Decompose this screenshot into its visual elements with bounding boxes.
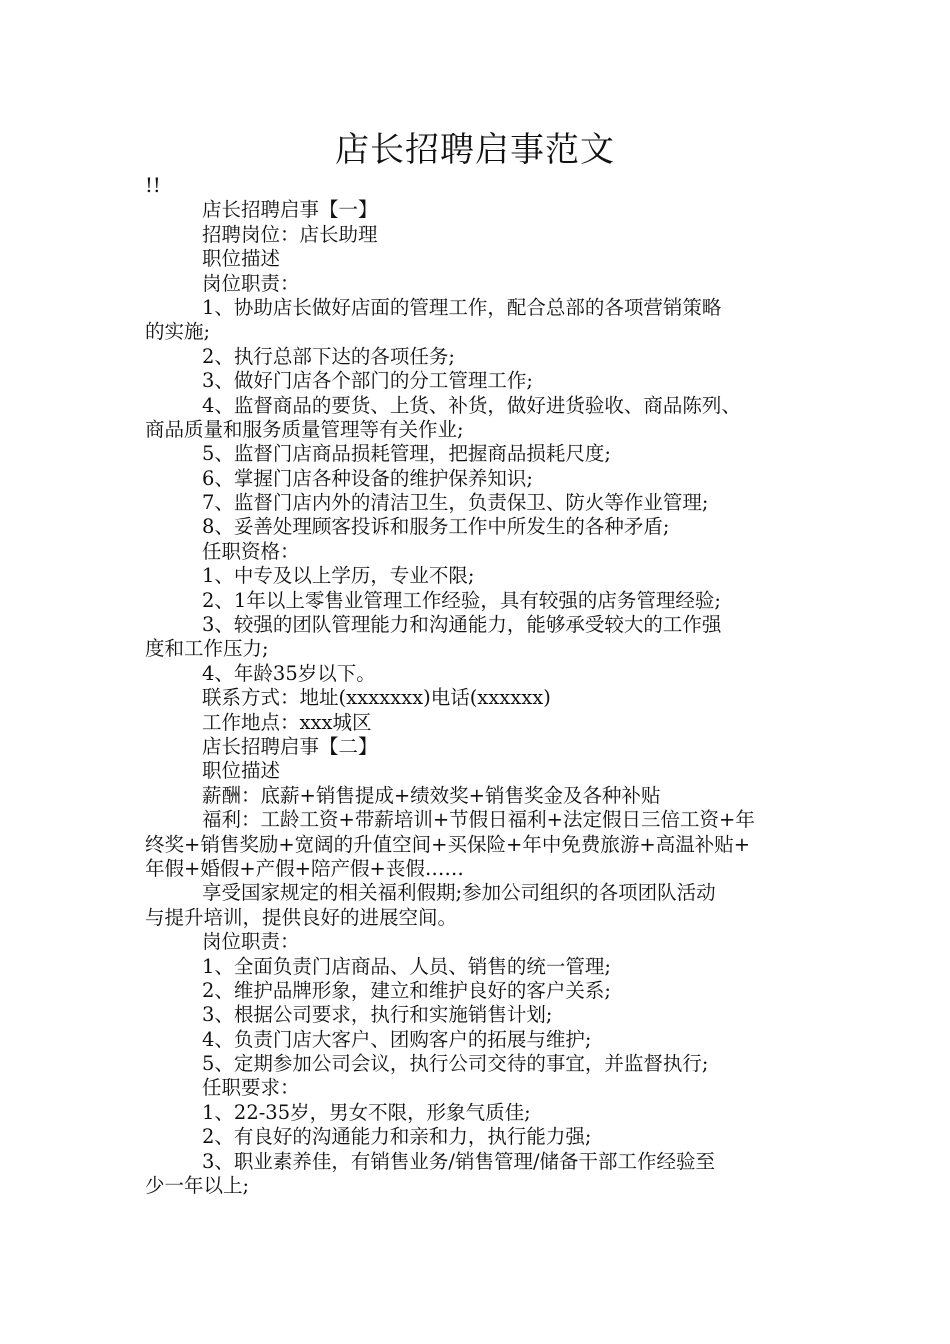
body-line: 2、维护品牌形象，建立和维护良好的客户关系;	[202, 978, 611, 1002]
body-line: 2、有良好的沟通能力和亲和力，执行能力强;	[202, 1125, 592, 1149]
body-line: 度和工作压力;	[145, 637, 269, 661]
body-line: 职位描述	[202, 247, 281, 271]
body-line: 商品质量和服务质量管理等有关作业;	[145, 417, 464, 441]
document-body	[145, 174, 825, 1198]
body-line: 店长招聘启事【二】	[202, 734, 378, 758]
body-line: 的实施;	[145, 320, 211, 344]
body-line: 8、妥善处理顾客投诉和服务工作中所发生的各种矛盾;	[202, 515, 670, 539]
body-line: 岗位职责：	[202, 930, 300, 954]
body-line: 3、做好门店各个部门的分工管理工作;	[202, 369, 533, 393]
body-line: 联系方式：地址(xxxxxxx)电话(xxxxxx)	[202, 686, 551, 710]
body-line: 任职要求：	[202, 1076, 300, 1100]
body-line: 2、执行总部下达的各项任务;	[202, 344, 455, 368]
body-line: 年假+婚假+产假+陪产假+丧假……	[145, 856, 464, 880]
body-line: 4、年龄35岁以下。	[202, 661, 376, 685]
body-line: 1、全面负责门店商品、人员、销售的统一管理;	[202, 954, 611, 978]
body-line: 3、较强的团队管理能力和沟通能力，能够承受较大的工作强	[202, 613, 722, 637]
body-line: 享受国家规定的相关福利假期;参加公司组织的各项团队活动	[202, 881, 716, 905]
body-line: 终奖+销售奖励+宽阔的升值空间+买保险+年中免费旅游+高温补贴+	[145, 832, 751, 856]
body-line: 任职资格：	[202, 539, 300, 563]
body-line: 招聘岗位：店长助理	[202, 222, 378, 246]
document-title: 店长招聘启事范文	[335, 130, 615, 170]
body-line: 3、根据公司要求，执行和实施销售计划;	[202, 1003, 553, 1027]
body-line: 职位描述	[202, 759, 281, 783]
body-line: 1、中专及以上学历，专业不限;	[202, 564, 475, 588]
body-line: 5、监督门店商品损耗管理，把握商品损耗尺度;	[202, 442, 611, 466]
body-line: 岗位职责：	[202, 271, 300, 295]
body-line: 少一年以上;	[145, 1174, 250, 1198]
body-line: 1、协助店长做好店面的管理工作，配合总部的各项营销策略	[202, 295, 722, 319]
body-line: 4、负责门店大客户、团购客户的拓展与维护;	[202, 1027, 592, 1051]
body-line: 薪酬：底薪+销售提成+绩效奖+销售奖金及各种补贴	[202, 783, 661, 807]
body-line: 2、1年以上零售业管理工作经验，具有较强的店务管理经验;	[202, 588, 721, 612]
body-line: 4、监督商品的要货、上货、补货，做好进货验收、商品陈列、	[202, 393, 741, 417]
body-line: !!	[145, 174, 161, 197]
body-line: 店长招聘启事【一】	[202, 198, 378, 222]
body-line: 1、22-35岁，男女不限，形象气质佳;	[202, 1100, 531, 1124]
body-line: 6、掌握门店各种设备的维护保养知识;	[202, 466, 533, 490]
body-line: 工作地点：xxx城区	[202, 710, 372, 734]
body-line: 福利：工龄工资+带薪培训+节假日福利+法定假日三倍工资+年	[202, 808, 755, 832]
body-line: 5、定期参加公司会议，执行公司交待的事宜，并监督执行;	[202, 1052, 709, 1076]
body-line: 与提升培训，提供良好的进展空间。	[145, 905, 458, 929]
body-line: 3、职业素养佳，有销售业务/销售管理/储备干部工作经验至	[202, 1149, 716, 1173]
body-line: 7、监督门店内外的清洁卫生，负责保卫、防火等作业管理;	[202, 491, 709, 515]
